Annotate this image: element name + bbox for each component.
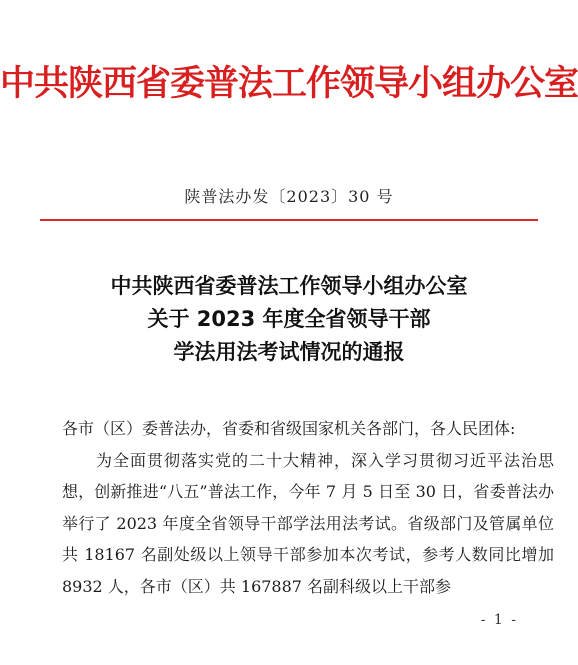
page-number: - 1 - [480, 612, 518, 628]
salutation: 各市（区）委普法办，省委和省级国家机关各部门，各人民团体: [62, 419, 516, 438]
body-paragraph: 为全面贯彻落实党的二十大精神，深入学习贯彻习近平法治思想，创新推进“八五”普法工作，今年 7 月 5 日至 30 日，省委普法办举行了 2023 年度全省领导干部学法用法考试。省级部门及管属单位共 18167 名副处级以上领导干部参加本次考试，参考人数同比增加 8932 人，各市（区）共 167887 名副科级以上干部参 [62, 450, 554, 596]
document-number: 陕普法办发〔2023〕30 号 [184, 187, 394, 206]
document-title [0, 270, 578, 369]
red-divider-line [40, 219, 538, 221]
title-line-3: 学法用法考试情况的通报 [173, 340, 405, 364]
document-body [62, 413, 554, 602]
title-line-1: 中共陕西省委普法工作领导小组办公室 [110, 274, 468, 298]
title-line-2: 关于 2023 年度全省领导干部 [147, 307, 431, 331]
issuer-red-header: 中共陕西省委普法工作领导小组办公室 [0, 64, 578, 104]
